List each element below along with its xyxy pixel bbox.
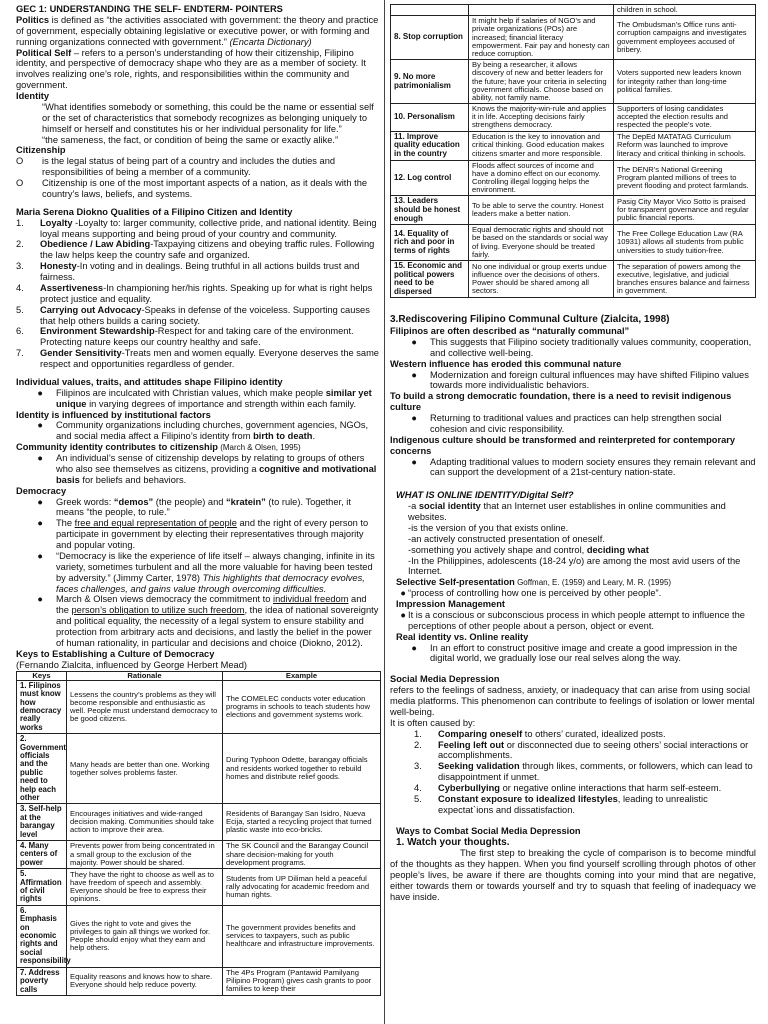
cell-rationale: By being a researcher, it allows discovery of new and better leaders for the future; have your criteria in selecting government officials. Choose based on ability, not family name. <box>469 60 614 104</box>
quality-number: 2. <box>16 239 24 250</box>
line-bold: deciding what <box>586 544 649 555</box>
online-line <box>408 501 756 523</box>
table-row <box>391 131 756 160</box>
keys-table-continued <box>390 4 756 298</box>
cell-key: 14. Equality of rich and poor in terms of rights <box>391 225 469 261</box>
quality-item <box>16 326 381 348</box>
cell-rationale: Knows the majority-win-rule and applies it in life. Accepting decisions fairly strengthens democracy. <box>469 104 614 132</box>
communal-heading: 3.Rediscovering Filipino Communal Culture (Zialcita, 1998) <box>390 314 670 326</box>
cell-key: 5. Affirmation of civil rights <box>17 869 67 906</box>
smd-causes-list <box>390 729 756 816</box>
table-row <box>391 5 756 16</box>
left-column <box>16 4 381 1020</box>
cause-item <box>414 783 756 794</box>
table-row <box>17 841 381 869</box>
cell-example: During Typhoon Odette, barangay officials and residents worked together to rebuild homes and distribute relief goods. <box>223 734 381 804</box>
cell-example: The Ombudsman’s Office runs anti-corruption campaigns and investigates government employees accused of bribery. <box>614 16 756 60</box>
identity-heading: Identity <box>16 91 50 101</box>
carter-quote: “Democracy is like the experience of life itself – always changing, infinite in its variety, sometimes turbulent and all the more valuable for having been tested by adversity.” (Jimmy Carter, 1978) <box>56 550 375 583</box>
quality-term: Gender Sensitivity <box>40 348 122 359</box>
quality-term: Loyalty <box>40 217 73 228</box>
cell-key <box>391 5 469 16</box>
combat-text: The first step to breaking the cycle of comparison is to become mindful of the thoughts as they happen. When you find yourself scrolling through photos of other people’s lives, be aware if there are thoughts coming into your mind that are negative, either towards them or towards yourself and try to squash that feeling of inadequacy we have inside. <box>390 848 756 902</box>
column-divider <box>384 0 385 1024</box>
table-row <box>391 196 756 225</box>
bullet-text: and the <box>56 594 367 616</box>
table-row <box>17 734 381 804</box>
bullet-marker: O <box>16 178 24 188</box>
cell-rationale: Lessens the country’s problems as they will become responsible and enthusiastic as well. People must understand democracy to be good citizens. <box>67 680 223 733</box>
cell-rationale: To be able to serve the country. Honest leaders make a better nation. <box>469 196 614 225</box>
online-line: -an actively constructed presentation of oneself. <box>408 533 605 544</box>
cell-rationale: Many heads are better than one. Working together solves problems faster. <box>67 734 223 804</box>
quality-term: Assertiveness <box>40 282 104 293</box>
column-header-example: Example <box>223 671 381 680</box>
right-column <box>390 4 756 1020</box>
line-bold: social identity <box>418 501 481 512</box>
quality-item <box>16 218 381 240</box>
politics-term: Politics <box>16 14 50 25</box>
bullet-bold: cognitive and motivational basis <box>56 463 377 485</box>
bullet-text: Adapting traditional values to modern society ensures they remain relevant and can support the development of a 21st-century nation-state. <box>430 456 756 478</box>
democracy-bullet: ● Greek words: “demos” (the people) and “kratein” (to rule). Together, it means “the people, to rule.” <box>37 496 351 518</box>
carter-note: This highlights that democracy evolves, faces challenges, and gains value through overcoming difficulties. <box>56 572 365 594</box>
quality-item <box>16 348 381 370</box>
identity-quote-2: “the sameness, the fact, or condition of being the same or exactly alike.” <box>42 134 339 145</box>
cause-term: Comparing oneself <box>438 728 523 739</box>
communal-sub-3: To build a strong democratic foundation, there is a need to revisit indigenous culture <box>390 391 732 413</box>
smd-heading: Social Media Depression <box>390 674 500 685</box>
quality-term: Obedience / Law Abiding <box>40 239 151 250</box>
cause-number: 4. <box>414 783 422 794</box>
real-identity-heading: Real identity vs. Online reality <box>396 631 529 642</box>
cell-key: 1. Filipinos must know how democracy really works <box>17 680 67 733</box>
cell-example: The SK Council and the Barangay Council share decision-making for youth development programs. <box>223 841 381 869</box>
community-heading <box>16 442 381 453</box>
underlined-text: free and equal representation of people <box>74 518 237 529</box>
combat-heading: Ways to Combat Social Media Depression <box>396 825 581 836</box>
qualities-heading: Maria Serena Diokno Qualities of a Filipino Citizen and Identity <box>16 206 293 217</box>
bullet-text: Filipinos are inculcated with Christian values, which make people <box>56 387 326 398</box>
line-text: that an Internet user establishes in online communities and websites. <box>408 501 726 523</box>
ssp-ref: Goffman, E. (1959) and Leary, M. R. (1995) <box>514 578 672 588</box>
online-line: -In the Philippines, adolescents (18-24 y/o) are among the most avid users of the Internet. <box>408 555 741 577</box>
political-self-text: – refers to a person’s understanding of how their citizenship, Filipino identity, and perspective of democracy shape who they are as a member of society. It involves realizing one’s role, rights, and responsibilities within the community and government. <box>16 47 367 91</box>
communal-bullet: ● This suggests that Filipino society traditionally values community, cooperation, and collective well-being. <box>390 337 756 359</box>
cause-term: Constant exposure to idealized lifestyles <box>438 793 618 804</box>
cause-number: 1. <box>414 728 422 739</box>
cell-example: Supporters of losing candidates accepted the election results and respected the people’s vote. <box>614 104 756 132</box>
politics-definition <box>16 15 381 48</box>
keys-heading: Keys to Establishing a Culture of Democracy <box>16 648 215 659</box>
ssp-bullet: ● “process of controlling how one is perceived by other people”. <box>390 588 756 599</box>
quality-text: -Taxpaying citizens and obeying traffic rules. Following the law helps keep the country safe and organized. <box>40 239 375 261</box>
quality-text: -Treats men and women equally. Everyone deserves the same respect and opportunities regardless of gender. <box>40 348 379 369</box>
democracy-heading: Democracy <box>16 485 67 496</box>
citizenship-item <box>16 178 381 200</box>
ssp-term: Selective Self-presentation <box>396 577 515 588</box>
quality-item <box>16 239 381 261</box>
cell-rationale <box>469 5 614 16</box>
online-line <box>408 545 756 556</box>
cause-text: to others’ curated, idealized posts. <box>522 728 666 739</box>
politics-text: is defined as “the activities associated with government: the theory and practice of government, especially obtaining legislative or executive power, or with forming and running organizations connected with government.” <box>16 14 379 47</box>
quality-text: -Loyalty to: larger community, collective pride, and national identity. Being loyal means supporting and being proud of your country and community. <box>40 217 377 239</box>
bullet-text: in varying degrees of importance and strength within each family. <box>86 398 357 409</box>
bullet-text: “process of controlling how one is perceived by other people”. <box>408 588 662 599</box>
table-header-row <box>17 671 381 680</box>
cell-rationale: No one individual or group exerts undue influence over the decisions of others. Power should be shared among all sectors. <box>469 260 614 298</box>
table-row <box>391 260 756 298</box>
cause-item <box>414 729 756 740</box>
table-row <box>391 16 756 60</box>
combat-sub: 1. Watch your thoughts. <box>396 836 510 848</box>
cell-example: Students from UP Diliman held a peaceful rally advocating for academic freedom and human rights. <box>223 869 381 906</box>
quality-number: 3. <box>16 261 24 272</box>
real-bullet: ● In an effort to construct positive image and create a good impression in the digital world, we gradually lose our real selves along the way. <box>390 643 756 665</box>
bullet-bold: similar yet unique <box>56 387 372 409</box>
online-identity-list <box>390 501 756 577</box>
quality-item <box>16 283 381 305</box>
cause-item <box>414 794 756 816</box>
citizenship-item-text: is the legal status of being part of a country and includes the duties and responsibilities of being a member of a community. <box>42 156 336 178</box>
communal-bullet: ● Returning to traditional values and practices can help strengthen social cohesion and civic responsibility. <box>390 413 756 435</box>
cause-item <box>414 740 756 762</box>
cell-rationale: Equality reasons and knows how to share. Everyone should help reduce poverty. <box>67 967 223 995</box>
bullet-text: An individual’s sense of citizenship develops by relating to groups of others who also see themselves as citizens, providing a <box>56 453 365 474</box>
cell-key: 15. Economic and political powers need to be dispersed <box>391 260 469 298</box>
communal-sub-1: Filipinos are often described as “naturally communal” <box>390 326 630 337</box>
bullet-text: . <box>312 431 316 442</box>
smd-caused: It is often caused by: <box>390 717 476 728</box>
line-text: -a <box>408 501 419 512</box>
cell-example: The DepEd MATATAG Curriculum Reform was launched to improve literacy and critical thinking in schools. <box>614 131 756 160</box>
citizenship-item-text: Citizenship is one of the most important aspects of a nation, as it deals with the country’s laws, beliefs, and systems. <box>42 178 368 199</box>
quality-number: 6. <box>16 326 24 337</box>
table-row <box>391 225 756 261</box>
cell-rationale: Prevents power from being concentrated in a small group to the exclusion of the majority. Power should be shared. <box>67 841 223 869</box>
cause-item <box>414 761 756 783</box>
cell-rationale: Encourages initiatives and wide-ranged decision making. Communities should take action to improve their area. <box>67 804 223 841</box>
cell-key: 8. Stop corruption <box>391 16 469 60</box>
bullet-text: Community organizations including churches, government agencies, NGOs, and social media affect a Filipino’s identity from <box>56 420 369 442</box>
quality-item <box>16 305 381 327</box>
institutional-bullet: ● Community organizations including churches, government agencies, NGOs, and social media affect a Filipino’s identity from birth to death. <box>37 420 369 442</box>
qualities-list <box>16 218 381 370</box>
quality-text: -Speaks in defense of the voiceless. Supporting causes that help others builds a caring society. <box>40 304 370 326</box>
bullet-text: Returning to traditional values and practices can help strengthen social cohesion and civic responsibility. <box>430 413 722 434</box>
table-row <box>17 967 381 995</box>
cell-example: The COMELEC conducts voter education programs in schools to teach students how elections and government systems work. <box>223 680 381 733</box>
cause-number: 3. <box>414 761 422 772</box>
political-self-definition <box>16 48 381 92</box>
cell-key: 11. Improve quality education in the country <box>391 131 469 160</box>
bullet-text: Modernization and foreign cultural influences may have shifted Filipino values towards more individualistic behaviors. <box>430 369 749 391</box>
cell-example: children in school. <box>614 5 756 16</box>
cell-rationale: Floods affect sources of income and have a domino effect on our economy. Controlling illegal logging helps the environment. <box>469 160 614 196</box>
bullet-text: In an effort to construct positive image and create a good impression in the digital world, we gradually lose our real selves along the way. <box>430 642 738 664</box>
identity-quote-1: “What identifies somebody or something, this could be the name or essential self or the set of characteristics that somebody recognizes as belonging uniquely to himself or herself and constitutes his or her individual personality for life.” <box>42 101 374 134</box>
bullet-text: (the people) and <box>153 496 227 507</box>
bullet-marker: O <box>16 156 24 167</box>
cell-rationale: It might help if salaries of NGO’s and private organizations (POs) are increased; financial literacy empowerment. Fair pay and honesty can reduce corruption. <box>469 16 614 60</box>
communal-sub-2: Western influence has eroded this communal nature <box>390 358 622 369</box>
cause-text: through likes, comments, or followers, which can lead to disappointment if unmet. <box>438 761 753 783</box>
cell-example: The DENR’s National Greening Program planted millions of trees to prevent flooding and protect farmlands. <box>614 160 756 196</box>
communal-bullet: ● Modernization and foreign cultural influences may have shifted Filipino values towards more individualistic behaviors. <box>390 370 756 392</box>
cell-key: 9. No more patrimonialism <box>391 60 469 104</box>
column-header-keys: Keys <box>17 671 67 680</box>
cause-term: Seeking validation <box>438 761 520 772</box>
cell-key: 2. Government officials and the public need to help each other <box>17 734 67 804</box>
quality-term: Environment Stewardship <box>40 326 155 337</box>
quality-number: 5. <box>16 304 24 315</box>
quality-item <box>16 261 381 283</box>
keys-table-body <box>17 680 381 995</box>
cell-rationale: Gives the right to vote and gives the privileges to gain all things we worked for. People should enjoy what they earn and help others. <box>67 905 223 967</box>
community-ref: (March & Olsen, 1995) <box>217 443 301 453</box>
quality-number: 1. <box>16 217 24 228</box>
table-row <box>17 804 381 841</box>
table-row <box>17 680 381 733</box>
cause-term: Cyberbullying <box>438 783 500 794</box>
cell-key: 12. Log control <box>391 160 469 196</box>
bullet-text: March & Olsen views democracy the commitment to <box>56 594 273 605</box>
cell-rationale: Education is the key to innovation and critical thinking. Good education makes citizens smarter and more responsible. <box>469 131 614 160</box>
cell-key: 6. Emphasis on economic rights and social responsibility <box>17 905 67 967</box>
cell-key: 3. Self-help at the barangay level <box>17 804 67 841</box>
communal-bullet: ● Adapting traditional values to modern society ensures they remain relevant and can support the development of a 21st-century nation-state. <box>411 456 756 478</box>
bullet-text: for beliefs and behaviors. <box>79 474 187 485</box>
im-bullet: ● It is a conscious or subconscious process in which people attempt to influence the perceptions of other people about a person, object or event. <box>390 610 756 632</box>
cause-text: , leading to unrealistic expectat`ions and dissatisfaction. <box>438 793 708 815</box>
cause-text: or disconnected due to seeing others’ social interactions or accomplishments. <box>438 739 749 761</box>
democracy-bullet: ● The free and equal representation of people and the right of every person to participate in government by electing their representatives through majority and popular voting. <box>37 518 369 550</box>
bullet-text: and the right of every person to participate in government by electing their representatives through majority and popular voting. <box>56 518 369 550</box>
bullet-bold: birth to death <box>253 431 313 442</box>
citizenship-item <box>16 156 381 178</box>
column-header-rationale: Rationale <box>67 671 223 680</box>
bullet-text: It is a conscious or subconscious process in which people attempt to influence the perceptions of other people about a person, object or event. <box>408 609 745 631</box>
cell-key: 4. Many centers of power <box>17 841 67 869</box>
democracy-bullet: ● March & Olsen views democracy the commitment to individual freedom and the person’s obligation to utilize such freedom, the idea of national sovereignty and political equality, the necessity of a legal system to ensure stability and protection from arbitrary acts and decisions, and lastly the belief in the power of human rationality, in particular and decisions and choice (Diokno, 2012). <box>37 594 379 648</box>
quality-text: -In championing her/his rights. Speaking up for what is right helps protect justice and equality. <box>40 282 373 304</box>
cell-example: The Free College Education Law (RA 10931) allows all students from public universities to study tuition-free. <box>614 225 756 261</box>
cell-key: 10. Personalism <box>391 104 469 132</box>
keys-table-continued-body <box>391 5 756 298</box>
bullet-text: This suggests that Filipino society traditionally values community, cooperation, and collective well-being. <box>430 336 752 358</box>
table-row <box>391 160 756 196</box>
cell-example: The government provides benefits and services to taxpayers, such as public healthcare and infrastructure improvements. <box>223 905 381 967</box>
table-row <box>17 905 381 967</box>
quality-text: -In voting and in dealings. Being truthful in all actions builds trust and fairness. <box>40 261 360 282</box>
keys-subheading: (Fernando Zialcita, influenced by George Herbert Mead) <box>16 659 247 670</box>
selective-self-presentation <box>390 577 756 588</box>
cell-example: Pasig City Mayor Vico Sotto is praised for transparent governance and regular public financial reports. <box>614 196 756 225</box>
cause-number: 5. <box>414 793 422 804</box>
democracy-bullet: ● “Democracy is like the experience of life itself – always changing, infinite in its variety, sometimes turbulent and all the more valuable for having been tested by adversity.” (Jimmy Carter, 1978) This highlights that democracy evolves, faces challenges, and gains value through overcoming difficulties. <box>37 550 375 594</box>
table-row <box>17 869 381 906</box>
quality-text: -Respect for and taking care of the environment. Protecting nature keeps our country healthy and safe. <box>40 326 354 348</box>
community-bullet: ● An individual’s sense of citizenship develops by relating to groups of others who also see themselves as citizens, providing a cognitive and motivational basis for beliefs and behaviors. <box>37 453 377 485</box>
individual-values-heading: Individual values, traits, and attitudes shape Filipino identity <box>16 376 283 387</box>
underlined-text: individual freedom <box>273 594 349 605</box>
table-row <box>391 60 756 104</box>
smd-text: refers to the feelings of sadness, anxiety, or inadequacy that can arise from using social media platforms. This phenomenon can contribute to feelings of isolation or lower mental well-being. <box>390 685 755 717</box>
politics-source: (Encarta Dictionary) <box>229 36 312 47</box>
cell-rationale: They have the right to choose as well as to have freedom of speech and assembly. Everyone should be free to express their opinions. <box>67 869 223 906</box>
cause-number: 2. <box>414 739 422 750</box>
cause-text: or negative online interactions that harm self-esteem. <box>500 783 722 794</box>
quality-term: Honesty <box>40 261 77 272</box>
online-line: -is the version of you that exists online. <box>408 522 569 533</box>
citizenship-heading: Citizenship <box>16 145 66 156</box>
bullet-text: The <box>56 518 75 529</box>
communal-sub-4: Indigenous culture should be transformed and reinterpreted for contemporary concerns <box>390 434 736 456</box>
political-self-term: Political Self <box>16 47 72 58</box>
line-text: -something you actively shape and control, <box>408 544 587 555</box>
keys-table <box>16 671 381 996</box>
cell-key: 7. Address poverty calls <box>17 967 67 995</box>
cell-example: Residents of Barangay San Isidro, Nueva Ecija, started a recycling project that turned plastic waste into eco-bricks. <box>223 804 381 841</box>
cell-example: The 4Ps Program (Pantawid Pamilyang Pilipino Program) gives cash grants to poor families to keep their <box>223 967 381 995</box>
institutional-heading: Identity is influenced by institutional factors <box>16 409 211 420</box>
underlined-text: person’s obligation to utilize such freedom <box>71 605 245 616</box>
cell-rationale: Equal democratic rights and should not be based on the standards or social way of living. Everyone should be treated fairly. <box>469 225 614 261</box>
cell-example: The separation of powers among the executive, legislative, and judicial branches ensures balance and fairness in government. <box>614 260 756 298</box>
quality-term: Carrying out Advocacy <box>40 304 142 315</box>
cause-term: Feeling left out <box>438 739 505 750</box>
community-heading-text: Community identity contributes to citizenship <box>16 442 218 453</box>
demos-term: “demos” <box>113 496 154 507</box>
cell-key: 13. Leaders should be honest enough <box>391 196 469 225</box>
kratein-term: “kratein” <box>226 496 266 507</box>
individual-values-bullet: ● Filipinos are inculcated with Christian values, which make people similar yet unique in varying degrees of importance and strength within each family. <box>37 387 372 409</box>
online-identity-heading: WHAT IS ONLINE IDENTITY/Digital Self? <box>396 490 574 501</box>
cell-example: Voters supported new leaders known for integrity rather than long-time political families. <box>614 60 756 104</box>
bullet-text: , the idea of national sovereignty and political equality, the necessity of a legal system to ensure stability and protection from arbitrary acts and decisions, and lastly the belief in the power of human rationality, in particular and decisions and choice (Diokno, 2012). <box>56 605 379 648</box>
bullet-text: Greek words: <box>56 496 114 507</box>
quality-number: 4. <box>16 282 24 293</box>
table-row <box>391 104 756 132</box>
document-title: GEC 1: UNDERSTANDING THE SELF- ENDTERM- POINTERS <box>16 4 283 14</box>
bullet-text: (to rule). Together, it means “the people, to rule.” <box>56 496 351 518</box>
quality-number: 7. <box>16 348 24 359</box>
impression-management-heading: Impression Management <box>396 599 506 610</box>
